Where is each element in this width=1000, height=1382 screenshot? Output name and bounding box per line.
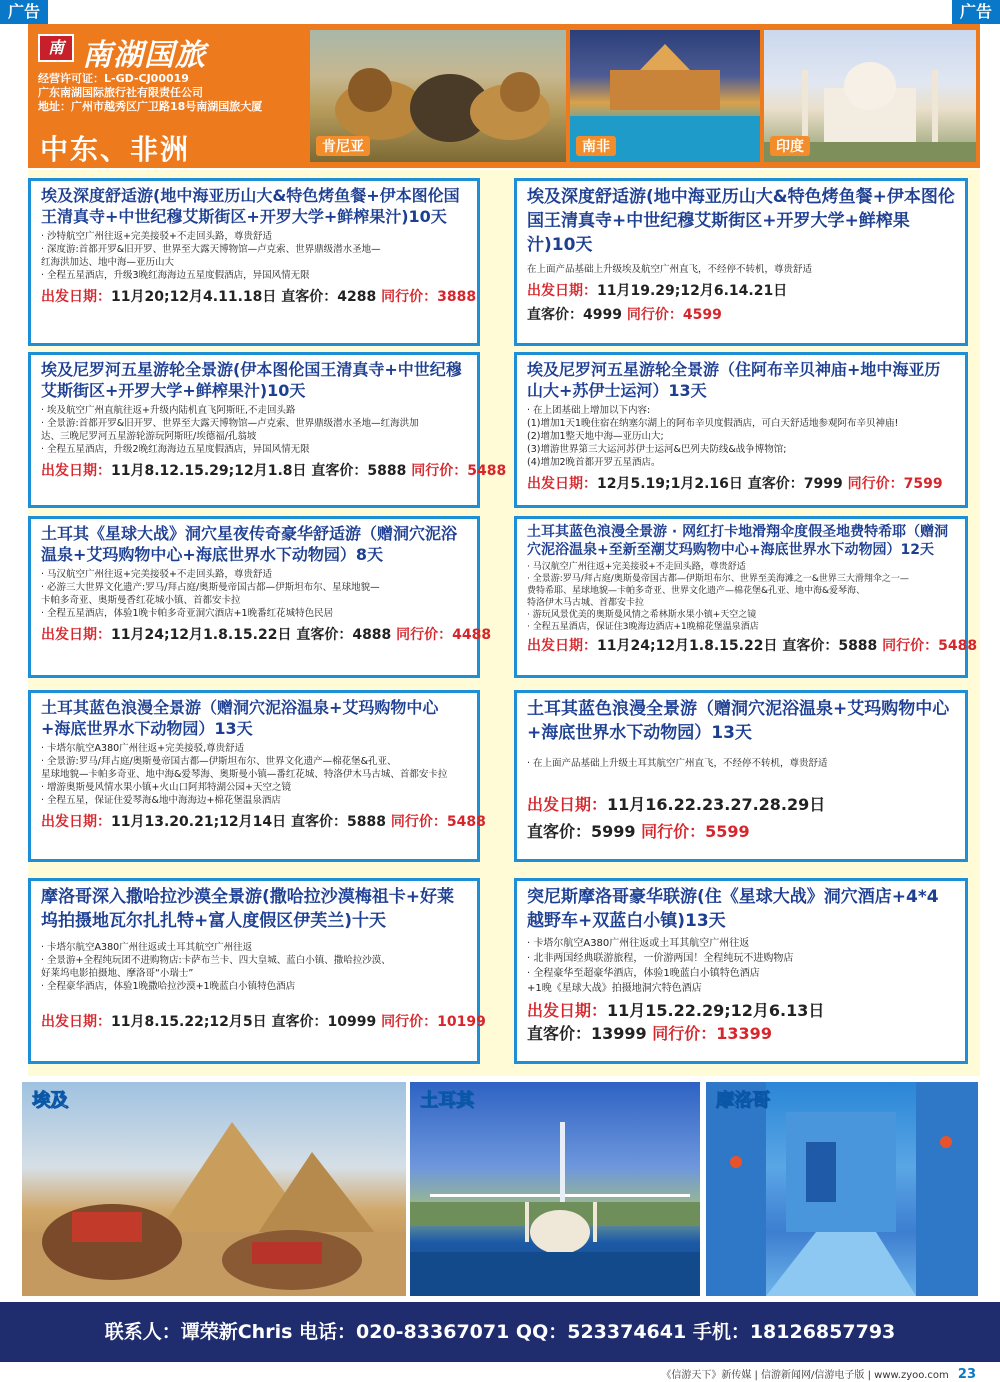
photo-caption: 肯尼亚 xyxy=(316,136,370,156)
detail-line: · 增游奥斯曼风情水果小镇+火山口阿邦特湖公园+天空之镜 xyxy=(41,782,291,793)
photo-caption: 印度 xyxy=(770,136,810,156)
detail-line: · 卡塔尔航空A380广州往返或土耳其航空广州往返 xyxy=(41,942,253,953)
tour-price-line: 出发日期：11月8.15.22;12月5日 直客价：10999 同行价：10199 xyxy=(41,1014,486,1030)
contact-bar: 联系人：谭荣新Chris 电话：020-83367071 QQ：523374641 手机：18126857793 xyxy=(0,1302,1000,1362)
photo-caption: 土耳其 xyxy=(420,1090,474,1111)
ad-label: 广告 xyxy=(952,0,1000,24)
page-number: 23 xyxy=(957,1367,976,1382)
detail-line: · 卡塔尔航空A380广州往返+完美接驳,尊贵舒适 xyxy=(41,743,245,754)
direct-price: 4288 xyxy=(337,289,377,305)
tour-details xyxy=(527,263,955,276)
detail-line: · 卡塔尔航空A380广州往返或土耳其航空广州往返 xyxy=(527,938,750,949)
istanbul-illustration xyxy=(410,1082,700,1296)
license-number: 经营许可证：L-GD-CJ00019 xyxy=(38,72,189,85)
tour-details xyxy=(41,568,467,620)
tour-details xyxy=(41,742,467,807)
departure-dates: 11月19.29;12月6.14.21日 xyxy=(597,283,788,299)
tour-price-line: 出发日期：11月19.29;12月6.14.21日 xyxy=(527,283,788,299)
brand-name: 南湖国旅 xyxy=(82,38,206,73)
tour-card[interactable] xyxy=(28,178,480,346)
detail-line: (3)增游世界第三大运河苏伊士运河&巴列夫防线&战争博物馆; xyxy=(527,444,787,455)
header-banner xyxy=(28,24,980,168)
departure-dates: 11月24;12月1.8.15.22日 xyxy=(111,627,292,643)
detail-line: · 全景游:首都开罗&旧开罗、世界至大露天博物馆—卢克索、世界鼎级潜水圣地—红海洪加 xyxy=(41,418,419,429)
detail-line: · 在上面产品基础上升级土耳其航空广州直飞，不经停不转机，尊贵舒适 xyxy=(527,758,828,769)
detail-line: · 全程豪华至超豪华酒店，体验1晚蓝白小镇特色酒店 xyxy=(527,968,760,979)
kenya-photo xyxy=(310,30,566,162)
direct-price: 4888 xyxy=(352,627,392,643)
detail-line: · 全程豪华酒店，体验1晚撒哈拉沙漠+1晚蓝白小镇特色酒店 xyxy=(41,981,296,992)
tour-title: 埃及深度舒适游(地中海亚历山大&特色烤鱼餐+伊本图伦国王清真寺+中世纪穆艾斯街区+开罗大学+鲜榨果汁)10天 xyxy=(41,186,460,226)
detail-line: 在上面产品基础上升级埃及航空广州直飞，不经停不转机，尊贵舒适 xyxy=(527,264,813,275)
detail-line: · 全景游+全程纯玩团不进购物店:卡萨布兰卡、四大皇城、蓝白小镇、撒哈拉沙漠、 xyxy=(41,955,391,966)
detail-line: (4)增加2晚首都开罗五星酒店。 xyxy=(527,457,661,468)
india-photo xyxy=(764,30,976,162)
tour-price-line: 出发日期：11月15.22.29;12月6.13日 xyxy=(527,1001,825,1020)
peer-price: 5488 xyxy=(938,638,978,654)
tour-title: 土耳其蓝色浪漫全景游 · 网红打卡地滑翔伞度假圣地费特希耶（赠洞穴泥浴温泉+至新至潮艾玛购物中心+海底世界水下动物园）12天 xyxy=(527,524,949,558)
peer-price: 13399 xyxy=(716,1024,772,1043)
south-africa-photo xyxy=(570,30,760,162)
tour-price-line: 出发日期：11月20;12月4.11.18日 直客价：4288 同行价：3888 xyxy=(41,289,477,305)
tour-price-line: 直客价：5999 同行价：5599 xyxy=(527,822,750,841)
photo-caption: 摩洛哥 xyxy=(716,1090,770,1111)
departure-dates: 11月20;12月4.11.18日 xyxy=(111,289,277,305)
tour-price-line: 出发日期：11月13.20.21;12月14日 直客价：5888 同行价：5488 xyxy=(41,814,486,830)
egypt-photo xyxy=(22,1082,406,1296)
departure-dates: 11月24;12月1.8.15.22日 xyxy=(597,638,778,654)
detail-line: 星球地貌—卡帕多奇亚、地中海&爱琴海、奥斯曼小镇—番红花城、特洛伊木马古城、首都安卡拉 xyxy=(41,769,448,780)
detail-line: · 马汉航空广州往返+完美接驳+不走回头路，尊贵舒适 xyxy=(41,569,272,580)
detail-line: (2)增加1整天地中海—亚历山大; xyxy=(527,431,664,442)
brand-logo xyxy=(36,28,296,78)
tour-details xyxy=(527,936,955,996)
tour-card[interactable] xyxy=(514,178,968,346)
tour-title: 埃及深度舒适游(地中海亚历山大&特色烤鱼餐+伊本图伦国王清真寺+中世纪穆艾斯街区+开罗大学+鲜榨果汁)10天 xyxy=(527,187,955,255)
tour-price-line: 出发日期：12月5.19;1月2.16日 直客价：7999 同行价：7599 xyxy=(527,476,943,492)
peer-price: 4599 xyxy=(682,307,722,323)
detail-line: · 全程五星，保证住爱琴海&地中海海边+棉花堡温泉酒店 xyxy=(41,795,281,806)
tour-price-line: 出发日期：11月24;12月1.8.15.22日 直客价：4888 同行价：4488 xyxy=(41,627,492,643)
company-name: 广东南湖国际旅行社有限责任公司 xyxy=(38,86,203,99)
detail-line: · 全景游:罗马/拜占庭/奥斯曼帝国古都—伊斯坦布尔、世界文化遗产—棉花堡&孔亚、 xyxy=(41,756,397,767)
tour-card[interactable] xyxy=(28,878,486,1064)
tour-card[interactable] xyxy=(514,878,968,1064)
peer-price: 3888 xyxy=(437,289,477,305)
detail-line: · 必游三大世界文化遗产:罗马/拜占庭/奥斯曼帝国古都—伊斯坦布尔、星球地貌— xyxy=(41,582,380,593)
page-footer xyxy=(661,1366,976,1382)
peer-price: 10199 xyxy=(437,1014,486,1030)
tour-card[interactable] xyxy=(514,516,978,678)
peer-price: 5488 xyxy=(446,814,486,830)
tour-details xyxy=(527,757,955,770)
tour-card[interactable] xyxy=(514,690,968,862)
ad-label: 广告 xyxy=(0,0,48,24)
detail-line: 达、三晚尼罗河五星游轮游玩阿斯旺/埃德福/孔翁坡 xyxy=(41,431,257,442)
tour-title: 土耳其《星球大战》洞穴星夜传奇豪华舒适游（赠洞穴泥浴温泉+艾玛购物中心+海底世界水下动物园）8天 xyxy=(41,524,458,564)
detail-line: 红海洪加达、地中海—亚历山大 xyxy=(41,257,175,268)
detail-line: · 沙特航空广州往返+完美接驳+不走回头路，尊贵舒适 xyxy=(41,231,272,242)
departure-dates: 11月8.15.22;12月5日 xyxy=(111,1014,267,1030)
detail-line: +1晚《星球大战》拍摄地洞穴特色酒店 xyxy=(527,983,702,994)
departure-dates: 11月13.20.21;12月14日 xyxy=(111,814,287,830)
tour-title: 突尼斯摩洛哥豪华联游(住《星球大战》洞穴酒店+4*4越野车+双蓝白小镇)13天 xyxy=(527,887,939,931)
tour-listing xyxy=(28,170,980,1076)
direct-price: 5888 xyxy=(367,463,407,479)
tour-details xyxy=(41,404,467,456)
departure-dates: 11月8.12.15.29;12月1.8日 xyxy=(111,463,307,479)
publication-info: 《信游天下》新传媒 | 信游新闻网/信游电子版 | www.zyoo.com xyxy=(661,1370,949,1381)
detail-line: · 埃及航空广州直航往返+升级内陆机直飞阿斯旺,不走回头路 xyxy=(41,405,296,416)
direct-price: 5888 xyxy=(838,638,878,654)
tour-title: 土耳其蓝色浪漫全景游（赠洞穴泥浴温泉+艾玛购物中心+海底世界水下动物园）13天 xyxy=(527,699,950,743)
detail-line: · 全程五星酒店，升级2晚红海海边五星度假酒店，异国风情无限 xyxy=(41,444,310,455)
detail-line: · 游玩风景优美的奥斯曼风情之希林斯水果小镇+天空之镜 xyxy=(527,610,757,620)
departure-dates: 11月15.22.29;12月6.13日 xyxy=(607,1001,825,1020)
tour-card[interactable] xyxy=(28,352,507,508)
peer-price: 5599 xyxy=(705,822,750,841)
peer-price: 4488 xyxy=(452,627,492,643)
tour-card[interactable] xyxy=(514,352,968,508)
detail-line: · 全程五星酒店，升级3晚红海海边五星度假酒店，异国风情无限 xyxy=(41,270,310,281)
turkey-photo xyxy=(410,1082,700,1296)
departure-dates: 12月5.19;1月2.16日 xyxy=(597,476,743,492)
tour-card[interactable] xyxy=(28,516,492,678)
detail-line: 卡帕多奇亚、奥斯曼香红花城小镇、首都安卡拉 xyxy=(41,595,241,606)
direct-price: 4999 xyxy=(583,307,622,323)
tour-title: 摩洛哥深入撒哈拉沙漠全景游(撒哈拉沙漠梅祖卡+好莱坞拍摄地瓦尔扎扎特+富人度假区伊芙兰)十天 xyxy=(41,887,455,931)
tour-details xyxy=(527,404,955,469)
peer-price: 5488 xyxy=(467,463,507,479)
direct-price: 13999 xyxy=(591,1024,647,1043)
direct-price: 7999 xyxy=(803,476,843,492)
direct-price: 10999 xyxy=(327,1014,377,1030)
tour-title: 土耳其蓝色浪漫全景游（赠洞穴泥浴温泉+艾玛购物中心+海底世界水下动物园）13天 xyxy=(41,698,439,738)
blue-town-illustration xyxy=(706,1082,978,1296)
pyramids-illustration xyxy=(22,1082,406,1296)
detail-line: · 马汉航空广州往返+完美接驳+不走回头路，尊贵舒适 xyxy=(527,562,746,572)
departure-dates: 11月16.22.23.27.28.29日 xyxy=(607,795,826,814)
detail-line: · 北非两国经典联游旅程，一价游两国！全程纯玩不进购物店 xyxy=(527,953,794,964)
detail-line: · 全程五星酒店，保证住3晚海边酒店+1晚棉花堡温泉酒店 xyxy=(527,622,759,632)
tour-details xyxy=(41,941,467,993)
detail-line: · 全景游:罗马/拜占庭/奥斯曼帝国古都—伊斯坦布尔、世界至美海滩之一&世界三大滑翔伞之一— xyxy=(527,574,909,584)
photo-caption: 埃及 xyxy=(32,1090,68,1111)
detail-line: · 深度游:首都开罗&旧开罗、世界至大露天博物馆—卢克索、世界鼎级潜水圣地— xyxy=(41,244,381,255)
region-title: 中东、非洲 xyxy=(40,133,191,166)
morocco-photo xyxy=(706,1082,978,1296)
detail-line: · 全程五星酒店，体验1晚卡帕多奇亚洞穴酒店+1晚番红花城特色民居 xyxy=(41,608,334,619)
tour-title: 埃及尼罗河五星游轮全景游（住阿布辛贝神庙+地中海亚历山大+苏伊士运河）13天 xyxy=(527,360,941,400)
tour-price-line: 直客价：4999 同行价：4599 xyxy=(527,307,722,323)
tour-title: 埃及尼罗河五星游轮全景游(伊本图伦国王清真寺+中世纪穆艾斯街区+开罗大学+鲜榨果汁)10天 xyxy=(41,360,462,400)
tour-price-line: 出发日期：11月16.22.23.27.28.29日 xyxy=(527,795,826,814)
detail-line: 好莱坞电影拍摄地、摩洛哥“小瑞士” xyxy=(41,968,194,979)
tour-card[interactable] xyxy=(28,690,486,862)
detail-line: · 在上团基础上增加以下内容: xyxy=(527,405,651,416)
tour-price-line: 出发日期：11月8.12.15.29;12月1.8日 直客价：5888 同行价：5488 xyxy=(41,463,507,479)
tour-price-line: 直客价：13999 同行价：13399 xyxy=(527,1024,772,1043)
tour-details xyxy=(527,561,955,633)
detail-line: (1)增加1天1晚住宿在纳塞尔湖上的阿布辛贝度假酒店，可白天舒适地参观阿布辛贝神庙! xyxy=(527,418,899,429)
detail-line: 费特希耶、星球地貌—卡帕多奇亚、世界文化遗产—棉花堡&孔亚、地中海&爱琴海、 xyxy=(527,586,866,596)
logo-mark-icon: 南 xyxy=(38,34,74,62)
direct-price: 5888 xyxy=(347,814,386,830)
company-address: 地址：广州市越秀区广卫路18号南湖国旅大厦 xyxy=(38,100,263,113)
company-info xyxy=(38,72,262,114)
tour-price-line: 出发日期：11月24;12月1.8.15.22日 直客价：5888 同行价：5488 xyxy=(527,638,978,654)
direct-price: 5999 xyxy=(591,822,636,841)
peer-price: 7599 xyxy=(903,476,943,492)
photo-caption: 南非 xyxy=(576,136,616,156)
tour-details xyxy=(41,230,467,282)
detail-line: 特洛伊木马古城、首都安卡拉 xyxy=(527,598,645,608)
